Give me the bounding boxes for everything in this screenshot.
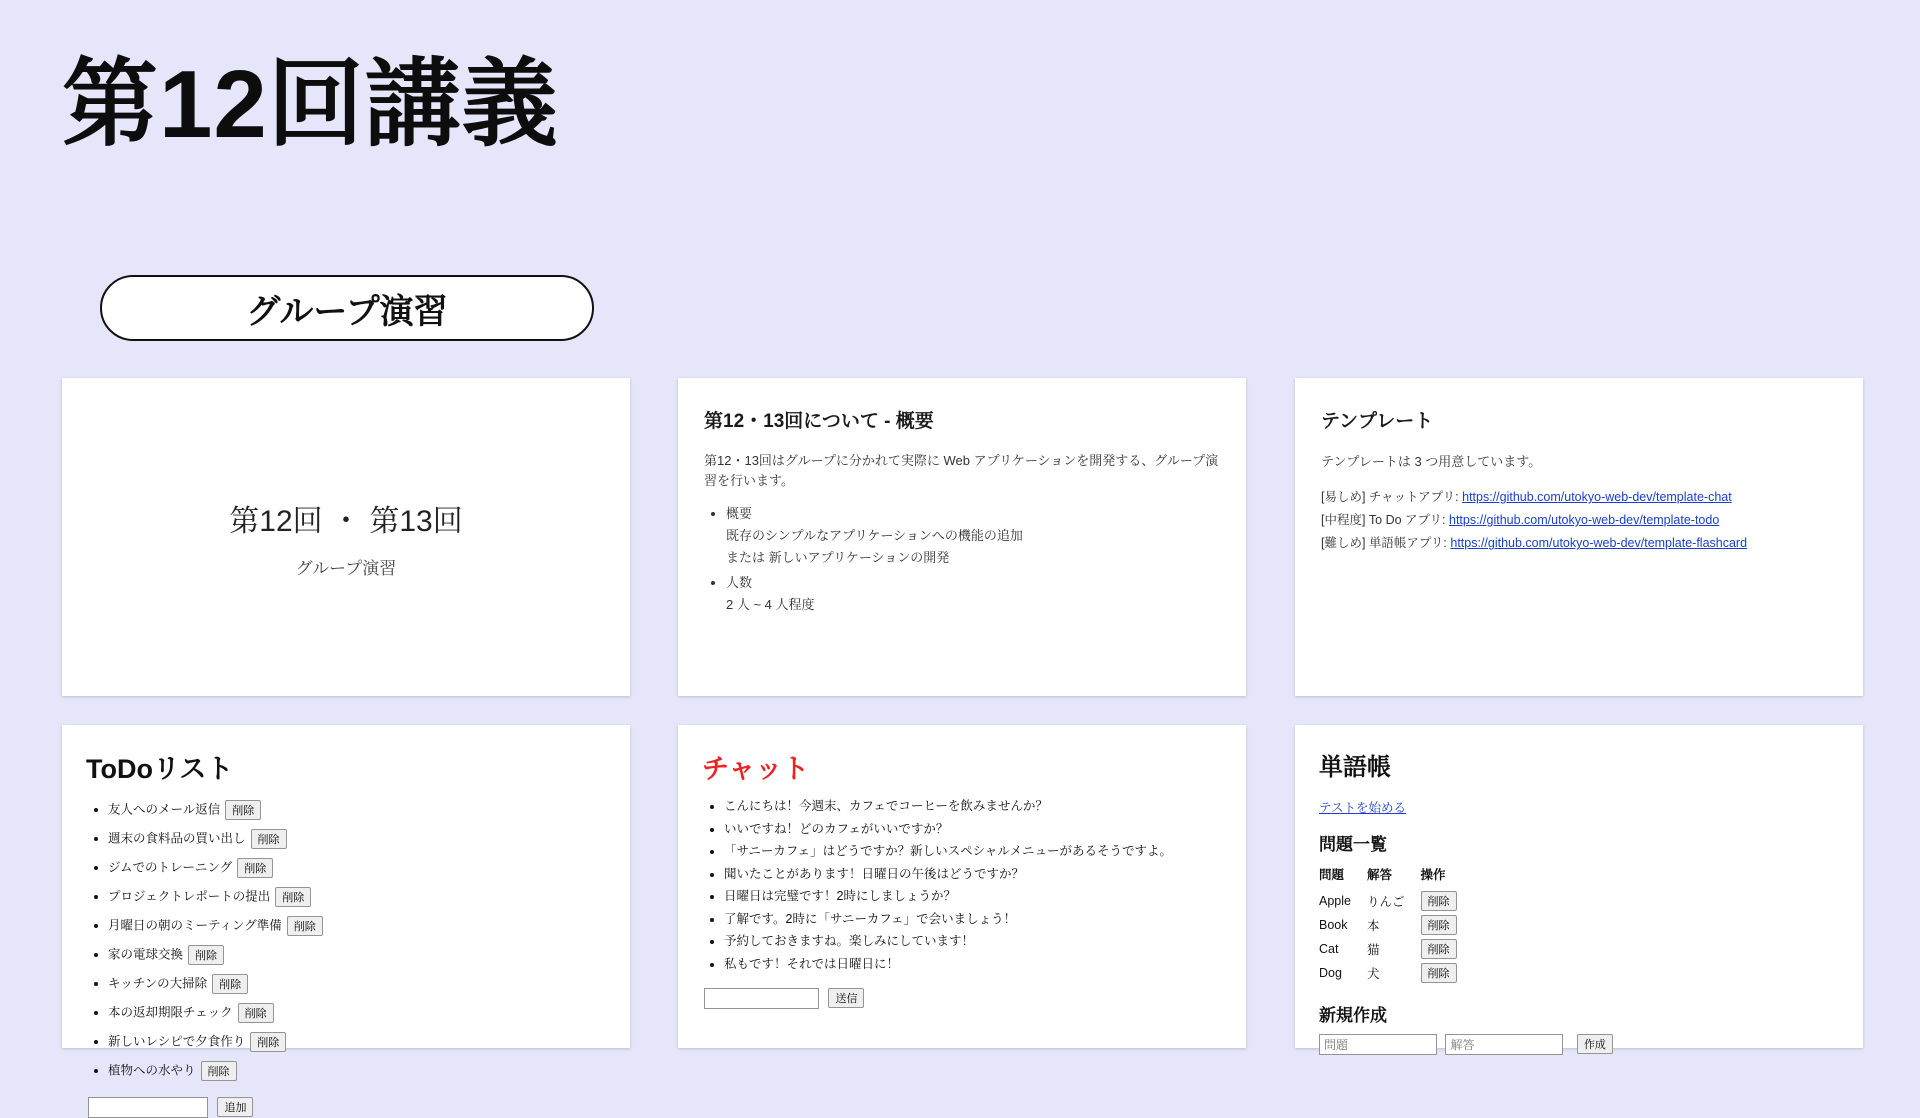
flashcard-new-heading: 新規作成 — [1319, 1006, 1387, 1025]
list-item — [108, 1003, 606, 1023]
template-link-prefix: [難しめ] 単語帳アプリ: — [1321, 536, 1451, 551]
overview-list — [704, 503, 1220, 615]
page-title: 第12回講義 — [62, 51, 559, 158]
flashcard-question-input[interactable] — [1319, 1034, 1437, 1055]
todo-list — [86, 800, 606, 1081]
list-item — [726, 572, 1220, 616]
table-row — [1319, 937, 1473, 961]
flashcard-delete-button[interactable]: 削除 — [1421, 915, 1457, 935]
overview-item-line: 2 人 ~ 4 人程度 — [726, 596, 815, 612]
todo-delete-button[interactable]: 削除 — [250, 1032, 286, 1052]
chat-app-card — [678, 725, 1246, 1048]
list-item — [108, 974, 606, 994]
chat-title: チャット — [702, 754, 810, 784]
overview-item-label: 概要 — [726, 506, 753, 522]
chat-message-list — [702, 800, 1222, 970]
todo-add-form — [86, 1097, 606, 1118]
list-item: • こんにちは！今週末、カフェでコーヒーを飲みませんか？ — [724, 800, 1222, 813]
cell-answer: 猫 — [1366, 943, 1380, 957]
list-item: • 日曜日は完璧です！2時にしましょうか？ — [724, 890, 1222, 903]
todo-delete-button[interactable]: 削除 — [212, 974, 248, 994]
template-link-chat[interactable]: https://github.com/utokyo-web-dev/template-chat — [1462, 490, 1732, 504]
table-row — [1319, 913, 1473, 937]
overview-card — [678, 378, 1246, 696]
list-item — [108, 829, 606, 849]
todo-delete-button[interactable]: 削除 — [251, 829, 287, 849]
cell-answer: りんご — [1366, 895, 1405, 909]
todo-item-text: 友人へのメール返信 — [108, 802, 221, 817]
template-link-row — [1321, 486, 1837, 509]
template-link-todo[interactable]: https://github.com/utokyo-web-dev/template-todo — [1449, 513, 1720, 528]
cell-question: Dog — [1319, 966, 1342, 980]
todo-delete-button[interactable]: 削除 — [237, 858, 273, 878]
cell-answer: 本 — [1366, 919, 1380, 933]
flashcard-delete-button[interactable]: 削除 — [1421, 939, 1457, 959]
template-card — [1295, 378, 1863, 696]
template-intro: テンプレートは 3 つ用意しています。 — [1321, 454, 1542, 469]
todo-delete-button[interactable]: 削除 — [287, 916, 323, 936]
table-row — [1319, 889, 1473, 913]
chat-send-form — [702, 988, 1222, 1009]
template-link-flashcard[interactable]: https://github.com/utokyo-web-dev/template-flashcard — [1450, 536, 1748, 551]
todo-add-button[interactable]: 追加 — [217, 1097, 253, 1117]
flashcard-create-button[interactable]: 作成 — [1577, 1034, 1613, 1054]
list-item — [108, 1061, 606, 1081]
flashcard-delete-button[interactable]: 削除 — [1421, 891, 1457, 911]
cell-actions — [1421, 961, 1473, 985]
section-pill — [100, 275, 594, 341]
list-item: • 聞いたことがあります！日曜日の午後はどうですか？ — [724, 868, 1222, 881]
template-link-prefix: [中程度] To Do アプリ: — [1321, 513, 1449, 528]
overview-intro: 第12・13回はグループに分かれて実際に Web アプリケーションを開発する、グループ演習を行います。 — [704, 453, 1219, 489]
flashcard-table — [1319, 865, 1473, 985]
list-item — [108, 887, 606, 907]
flashcard-delete-button[interactable]: 削除 — [1421, 963, 1457, 983]
template-link-prefix: [易しめ] チャットアプリ: — [1321, 490, 1463, 504]
todo-item-text: 植物への水やり — [108, 1063, 196, 1078]
todo-app-card — [62, 725, 630, 1115]
table-header-row — [1319, 865, 1473, 889]
cell-actions — [1421, 937, 1473, 961]
column-header-actions: 操作 — [1420, 868, 1446, 882]
list-item — [108, 1032, 606, 1052]
cell-answer: 犬 — [1366, 967, 1380, 981]
todo-delete-button[interactable]: 削除 — [238, 1003, 274, 1023]
list-item — [108, 945, 606, 965]
flashcard-answer-input[interactable] — [1445, 1034, 1563, 1055]
todo-item-text: 週末の食料品の買い出し — [108, 831, 246, 846]
template-link-row — [1321, 532, 1837, 555]
todo-delete-button[interactable]: 削除 — [201, 1061, 237, 1081]
flashcard-list-heading: 問題一覧 — [1319, 835, 1387, 854]
cell-actions — [1421, 889, 1473, 913]
list-item: • いいですね！どのカフェがいいですか？ — [724, 823, 1222, 836]
todo-item-text: キッチンの大掃除 — [108, 976, 208, 991]
cell-question: Apple — [1319, 894, 1351, 908]
todo-item-text: プロジェクトレポートの提出 — [108, 889, 271, 904]
slide-preview-title: 第12回 ・ 第13回 — [229, 504, 463, 538]
chat-input[interactable] — [704, 988, 819, 1009]
todo-item-text: 本の返却期限チェック — [108, 1005, 233, 1020]
slide-preview-card — [62, 378, 630, 696]
table-row — [1319, 961, 1473, 985]
list-item — [108, 800, 606, 820]
flashcard-title: 単語帳 — [1319, 754, 1391, 781]
column-header-answer: 解答 — [1366, 868, 1392, 882]
start-test-link[interactable]: テストを始める — [1319, 801, 1407, 815]
flashcard-create-form — [1319, 1034, 1839, 1055]
chat-send-button[interactable]: 送信 — [828, 988, 864, 1008]
flashcard-app-card — [1295, 725, 1863, 1052]
todo-delete-button[interactable]: 削除 — [188, 945, 224, 965]
list-item — [726, 503, 1220, 569]
list-item: • 予約しておきますね。楽しみにしています！ — [724, 935, 1222, 948]
todo-item-text: 月曜日の朝のミーティング準備 — [108, 918, 282, 933]
slide-preview-subtitle: グループ演習 — [295, 558, 397, 578]
list-item — [108, 858, 606, 878]
cell-question: Cat — [1319, 942, 1339, 956]
section-pill-label: グループ演習 — [246, 292, 448, 331]
cell-actions — [1421, 913, 1473, 937]
todo-delete-button[interactable]: 削除 — [275, 887, 311, 907]
template-link-row — [1321, 509, 1837, 532]
todo-item-text: 家の電球交換 — [108, 947, 184, 962]
todo-delete-button[interactable]: 削除 — [225, 800, 261, 820]
list-item — [108, 916, 606, 936]
overview-item-label: 人数 — [726, 574, 753, 590]
column-header-question: 問題 — [1319, 868, 1345, 882]
list-item: • 「サニーカフェ」はどうですか？新しいスペシャルメニューがあるそうですよ。 — [724, 845, 1222, 858]
overview-item-line: 既存のシンプルなアプリケーションへの機能の追加 — [726, 528, 1023, 544]
cell-question: Book — [1319, 918, 1348, 932]
todo-title: ToDoリスト — [86, 754, 234, 784]
overview-item-line: または 新しいアプリケーションの開発 — [726, 550, 950, 566]
overview-title: 第12・13回について - 概要 — [704, 411, 934, 432]
todo-item-text: 新しいレシピで夕食作り — [108, 1034, 246, 1049]
todo-input[interactable] — [88, 1097, 208, 1118]
list-item: • 私もです！それでは日曜日に！ — [724, 958, 1222, 971]
list-item: • 了解です。2時に「サニーカフェ」で会いましょう！ — [724, 913, 1222, 926]
todo-item-text: ジムでのトレーニング — [108, 860, 233, 875]
template-title: テンプレート — [1321, 411, 1434, 432]
